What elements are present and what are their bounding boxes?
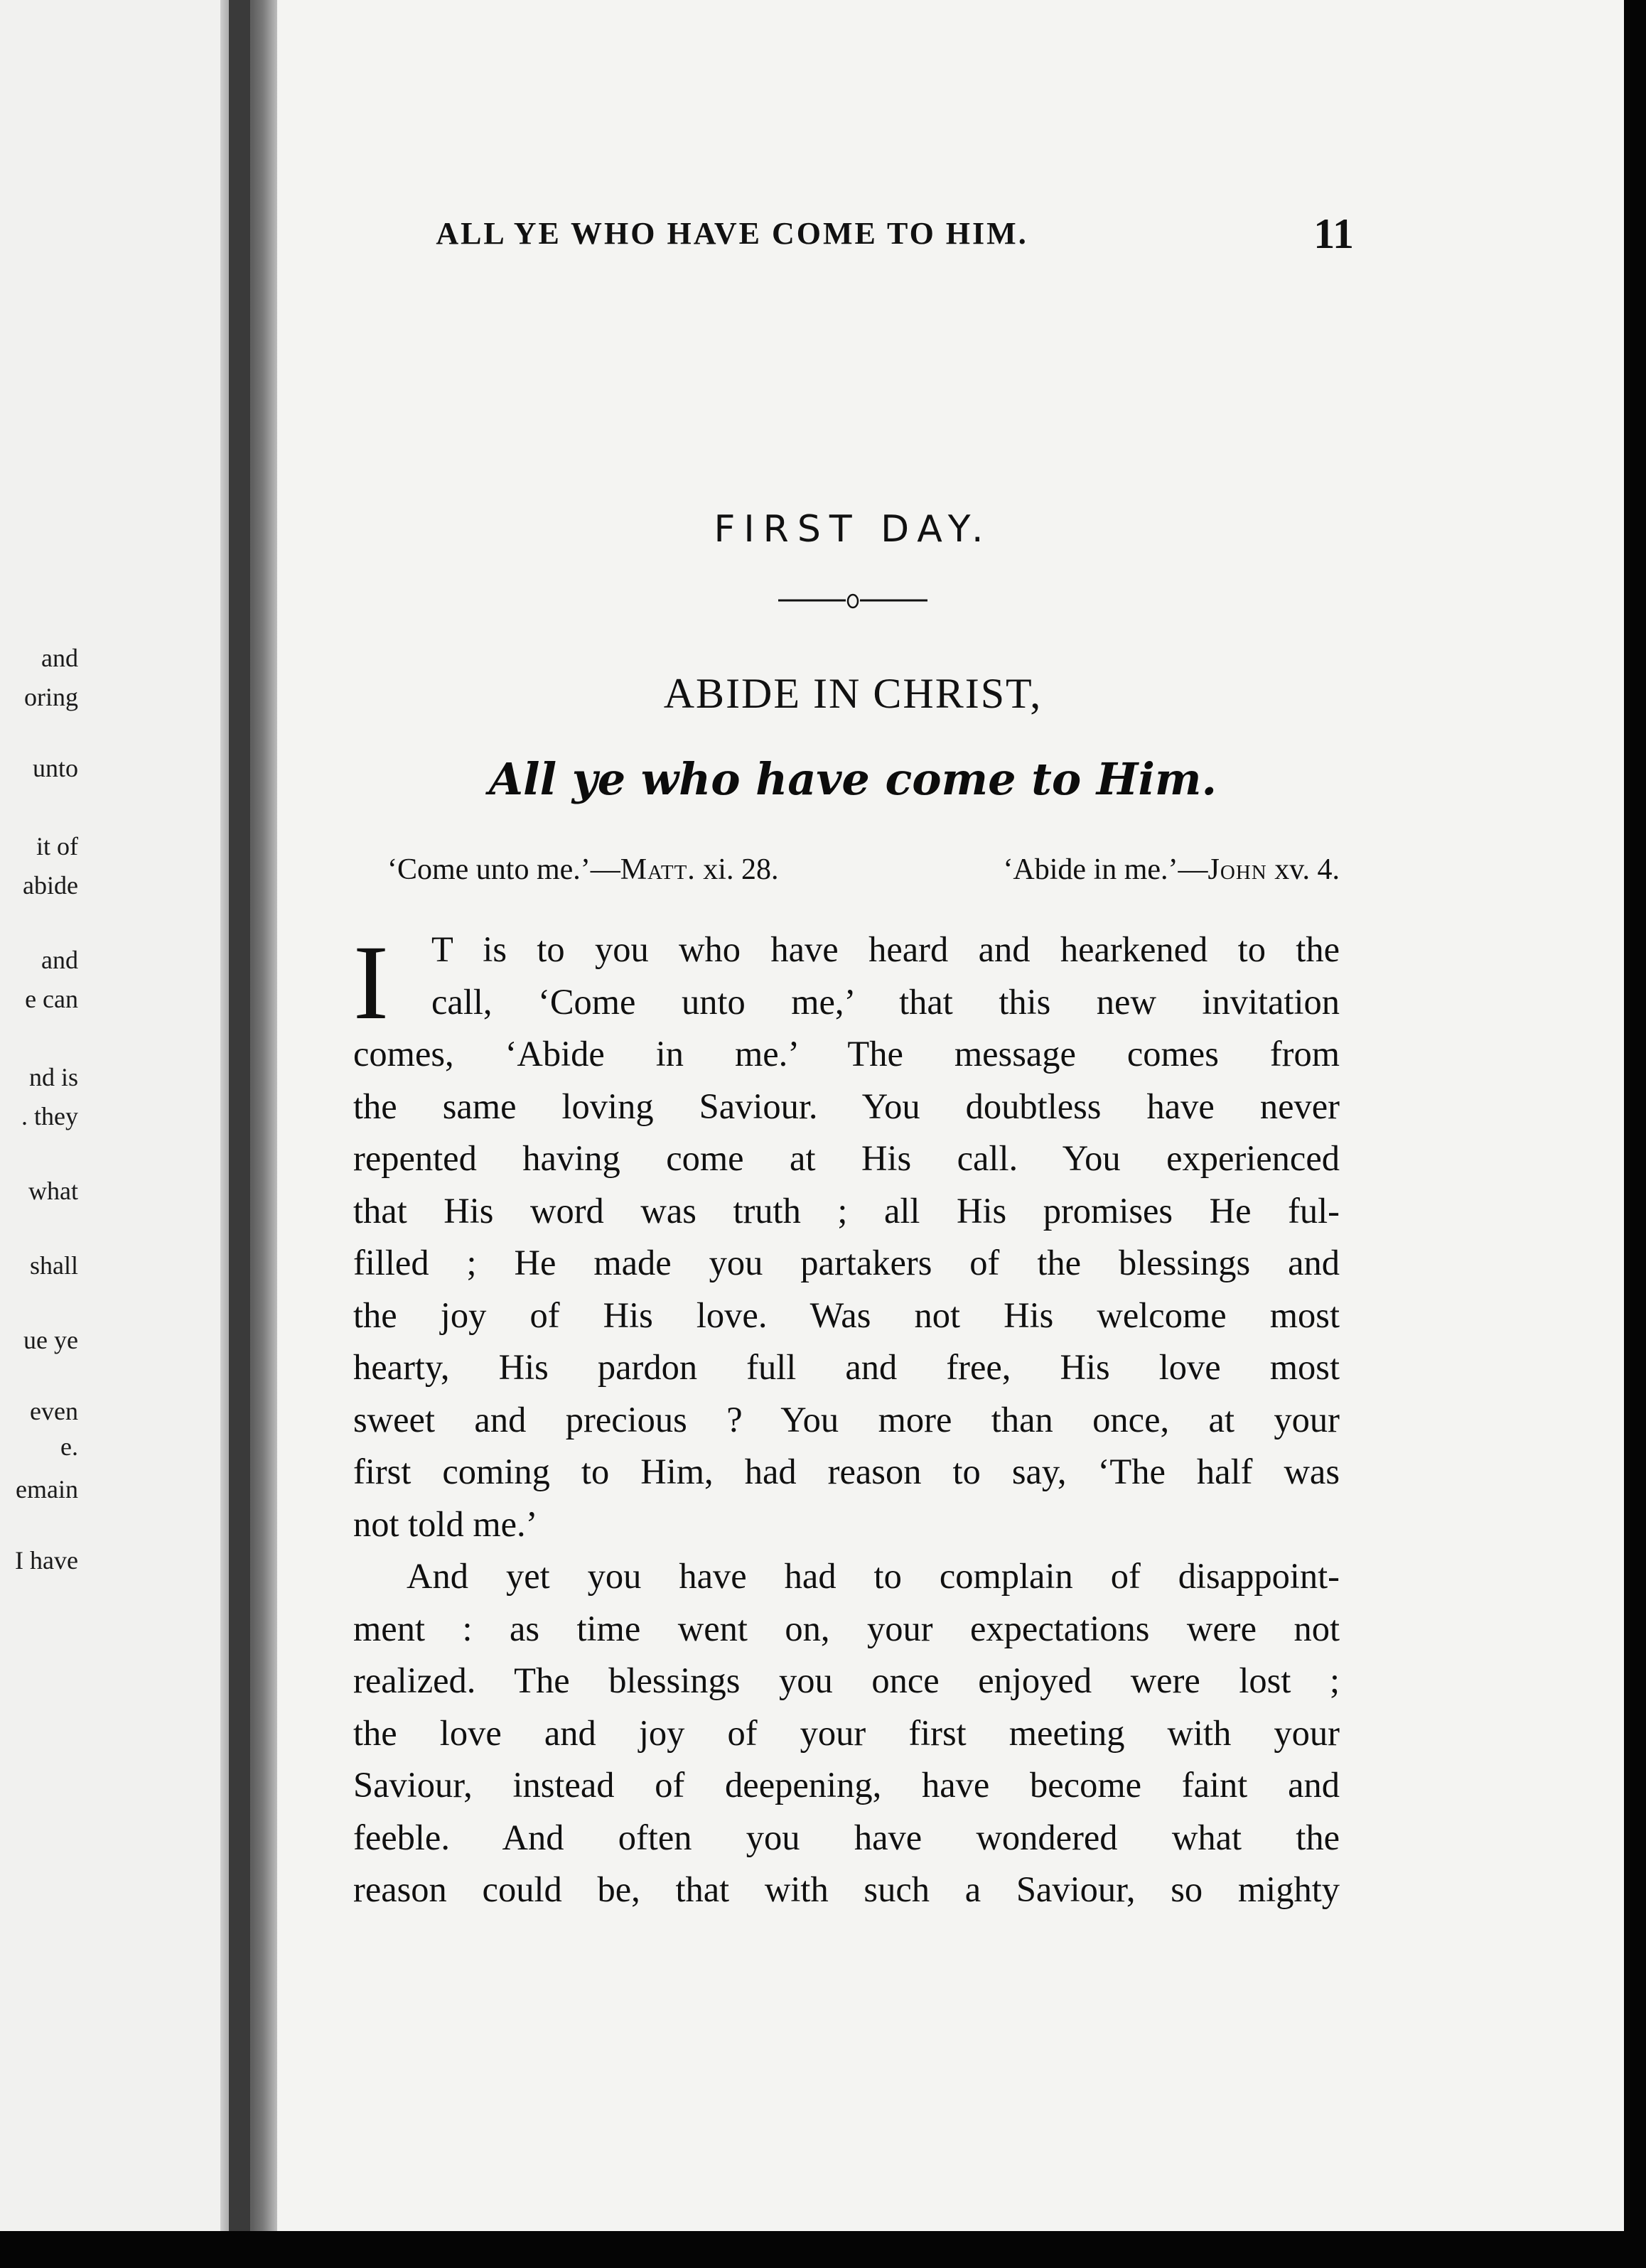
epigraph-ref-1: Matt. <box>620 853 696 886</box>
text-line: hearty, His pardon full and free, His love most <box>353 1347 1340 1387</box>
text-line: the same loving Saviour. You doubtless have never <box>353 1086 1340 1126</box>
facing-page-fragment: . they <box>21 1102 78 1130</box>
text-line: And yet you have had to complain of disappoint- <box>407 1556 1340 1596</box>
facing-page-fragment: emain <box>16 1475 78 1503</box>
body-text <box>353 924 1340 1916</box>
text-line: comes, ‘Abide in me.’ The message comes from <box>353 1034 1340 1074</box>
text-line: reason could be, that with such a Saviour, so mighty <box>353 1869 1340 1909</box>
running-head <box>281 210 1354 265</box>
text-line: T is to you who have heard and hearkened to the <box>431 929 1340 969</box>
day-heading: FIRST DAY. <box>714 508 992 551</box>
ornament-rule <box>778 590 927 611</box>
epigraph <box>387 853 1340 895</box>
text-line: realized. The blessings you once enjoyed were lost ; <box>353 1660 1340 1700</box>
text-line: ment : as time went on, your expectations were not <box>353 1608 1340 1648</box>
chapter-title: ABIDE IN CHRIST, <box>663 670 1043 717</box>
facing-page <box>0 0 227 2231</box>
facing-page-fragment: what <box>28 1177 78 1205</box>
facing-page-fragment: abide <box>23 871 78 900</box>
text-line: Saviour, instead of deepening, have become faint and <box>353 1765 1340 1805</box>
chapter-subtitle: All ye who have come to Him. <box>488 753 1217 805</box>
text-line: call, ‘Come unto me,’ that this new invitation <box>431 981 1340 1022</box>
text-line: the joy of His love. Was not His welcome most <box>353 1295 1340 1335</box>
facing-page-fragment: it of <box>36 832 78 860</box>
epigraph-quote-1: ‘Come unto me.’—Matt. xi. 28. <box>387 853 779 886</box>
gutter-shadow <box>229 0 250 2231</box>
text-line: sweet and precious ? You more than once, at your <box>353 1399 1340 1440</box>
text-line: first coming to Him, had reason to say, ‘The half was <box>353 1452 1340 1491</box>
running-title: ALL YE WHO HAVE COME TO HIM. <box>436 216 1028 251</box>
facing-page-fragment: shall <box>30 1251 78 1280</box>
facing-page-fragment: oring <box>24 683 78 711</box>
text-line: feeble. And often you have wondered what the <box>353 1817 1340 1857</box>
facing-page-fragment: and <box>41 644 78 672</box>
facing-page-fragment: nd is <box>28 1063 78 1091</box>
epigraph-ref-2: John <box>1207 853 1267 886</box>
facing-page-fragment: ue ye <box>23 1326 78 1354</box>
text-line: filled ; He made you partakers of the blessings and <box>353 1243 1340 1282</box>
epigraph-quote-2: ‘Abide in me.’—John xv. 4. <box>1003 853 1340 886</box>
text-line: not told me.’ <box>353 1503 538 1544</box>
facing-page-fragment: even <box>30 1397 78 1425</box>
facing-page-fragment: and <box>41 946 78 974</box>
page-number: 11 <box>1313 210 1354 257</box>
facing-page-fragment: unto <box>32 754 78 782</box>
facing-page-fragment: e can <box>25 985 78 1013</box>
text-line: repented having come at His call. You experienced <box>353 1138 1340 1178</box>
facing-page-fragment: e. <box>60 1432 78 1461</box>
drop-cap: I <box>353 924 389 1042</box>
text-line: that His word was truth ; all His promises He ful- <box>353 1190 1340 1231</box>
text-line: the love and joy of your first meeting with your <box>353 1712 1340 1753</box>
facing-page-fragment: I have <box>15 1546 78 1575</box>
